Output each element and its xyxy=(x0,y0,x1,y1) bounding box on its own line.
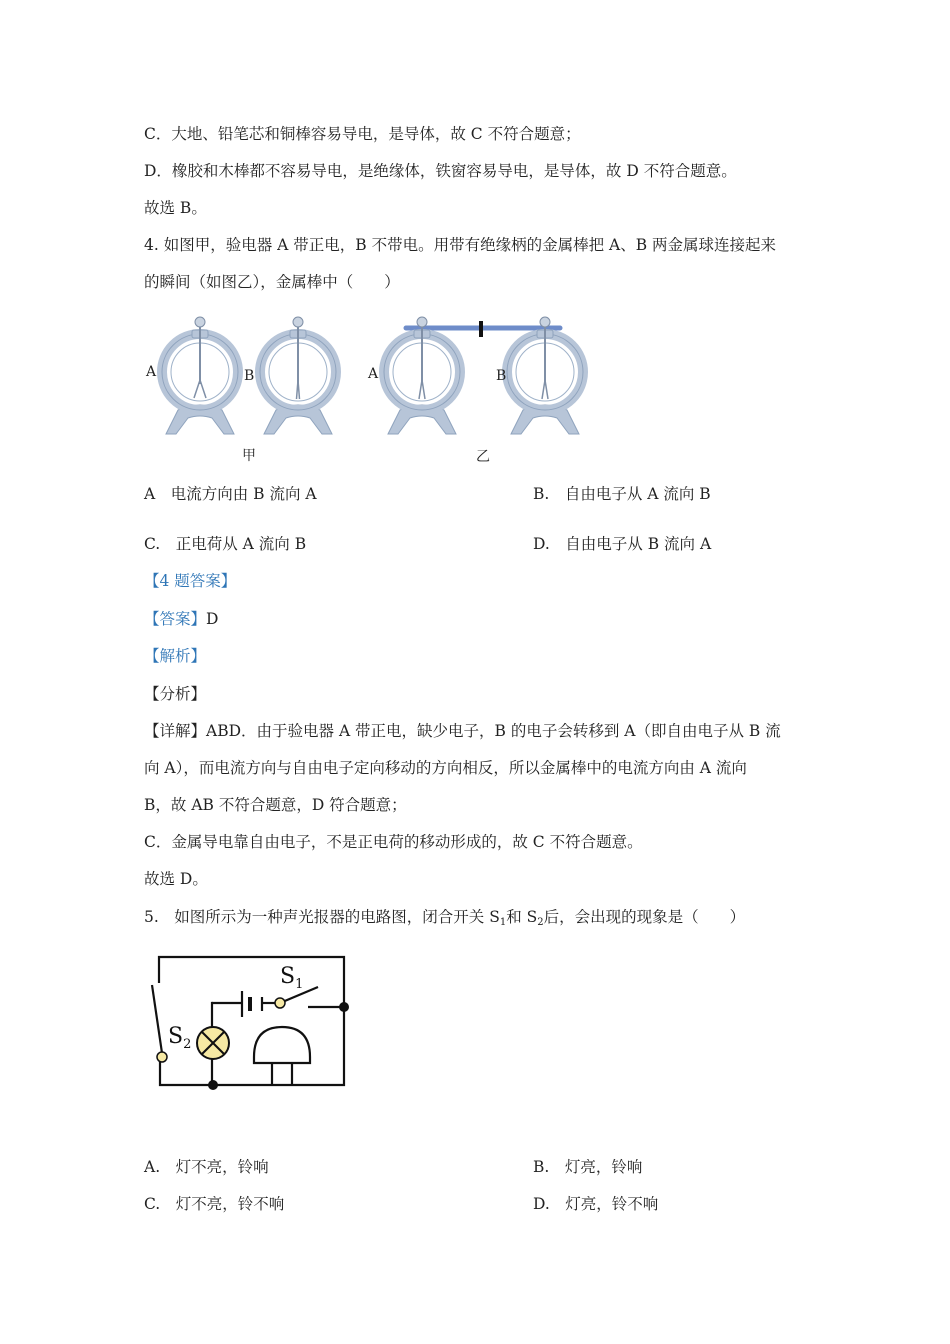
q5-s2-subscript: 2 xyxy=(537,917,544,928)
q4-stem-line-2: 的瞬间（如图乙），金属棒中（ ） xyxy=(144,273,400,291)
q4-conclusion: 故选 D。 xyxy=(144,870,208,888)
circuit-diagram xyxy=(140,945,360,1095)
q4-option-b[interactable]: B. 自由电子从 A 流向 B xyxy=(533,485,711,503)
q5-option-b[interactable]: B. 灯亮，铃响 xyxy=(533,1158,643,1176)
prev-option-c-explanation: C．大地、铅笔芯和铜棒容易导电，是导体，故 C 不符合题意； xyxy=(144,125,581,143)
electroscope-b-right xyxy=(507,317,583,434)
answer-tag: 【答案】 xyxy=(144,610,207,628)
caption-jia: 甲 xyxy=(242,448,256,464)
electroscope-a-right xyxy=(384,317,460,434)
q4-detail-line-1: 【详解】ABD．由于验电器 A 带正电，缺少电子，B 的电子会转移到 A（即自由电子从 B 流 xyxy=(144,722,781,740)
q5-option-c[interactable]: C. 灯不亮，铃不响 xyxy=(144,1195,285,1213)
lamp-icon xyxy=(197,1027,229,1059)
q5-stem-post: 后，会出现的现象是（ ） xyxy=(543,908,746,926)
q4-option-a[interactable]: A 电流方向由 B 流向 A xyxy=(144,485,317,503)
q5-stem xyxy=(144,906,745,928)
electroscope-figure xyxy=(140,310,600,470)
caption-yi: 乙 xyxy=(476,449,490,465)
q5-option-d[interactable]: D. 灯亮，铃不响 xyxy=(533,1195,659,1213)
q4-analysis-tag: 【解析】 xyxy=(144,647,207,665)
q4-fenxi: 【分析】 xyxy=(144,685,207,703)
junction-dot xyxy=(208,1080,218,1090)
q4-detail-line-3: B，故 AB 不符合题意，D 符合题意； xyxy=(144,796,407,814)
s2-label: $S_2$ xyxy=(168,1024,192,1052)
q5-stem-mid: 和 S xyxy=(506,908,538,926)
label-a-left: A xyxy=(146,364,157,380)
q4-detail-line-4: C．金属导电靠自由电子，不是正电荷的移动形成的，故 C 不符合题意。 xyxy=(144,833,643,851)
s1-label: $S_1$ xyxy=(280,964,304,992)
label-b-right: B xyxy=(496,368,507,384)
q4-stem-line-1: 4. 如图甲，验电器 A 带正电，B 不带电。用带有绝缘柄的金属棒把 A、B 两金属球连接起来 xyxy=(144,236,777,254)
junction-dot xyxy=(339,1002,349,1012)
electroscope-a-left xyxy=(162,317,238,434)
q5-option-a[interactable]: A. 灯不亮，铃响 xyxy=(144,1158,269,1176)
prev-conclusion: 故选 B。 xyxy=(144,199,207,217)
switch-s2 xyxy=(152,985,167,1062)
q4-option-d[interactable]: D. 自由电子从 B 流向 A xyxy=(533,535,712,553)
label-a-right: A xyxy=(368,366,379,382)
q5-stem-pre: 5. 如图所示为一种声光报器的电路图，闭合开关 S xyxy=(144,908,500,926)
prev-option-d-explanation: D．橡胶和木棒都不容易导电，是绝缘体，铁窗容易导电，是导体，故 D 不符合题意。 xyxy=(144,162,737,180)
q4-answer-header: 【4 题答案】 xyxy=(144,572,237,590)
answer-value: D xyxy=(206,610,219,628)
label-b-left: B xyxy=(244,368,255,384)
q4-option-c[interactable]: C. 正电荷从 A 流向 B xyxy=(144,535,307,553)
q5-s1-subscript: 1 xyxy=(499,917,507,928)
electroscope-b-left xyxy=(260,317,336,434)
q4-answer xyxy=(144,608,218,630)
bell-icon xyxy=(254,1027,310,1063)
q4-detail-line-2: 向 A），而电流方向与自由电子定向移动的方向相反，所以金属棒中的电流方向由 A 流向 xyxy=(144,759,747,777)
